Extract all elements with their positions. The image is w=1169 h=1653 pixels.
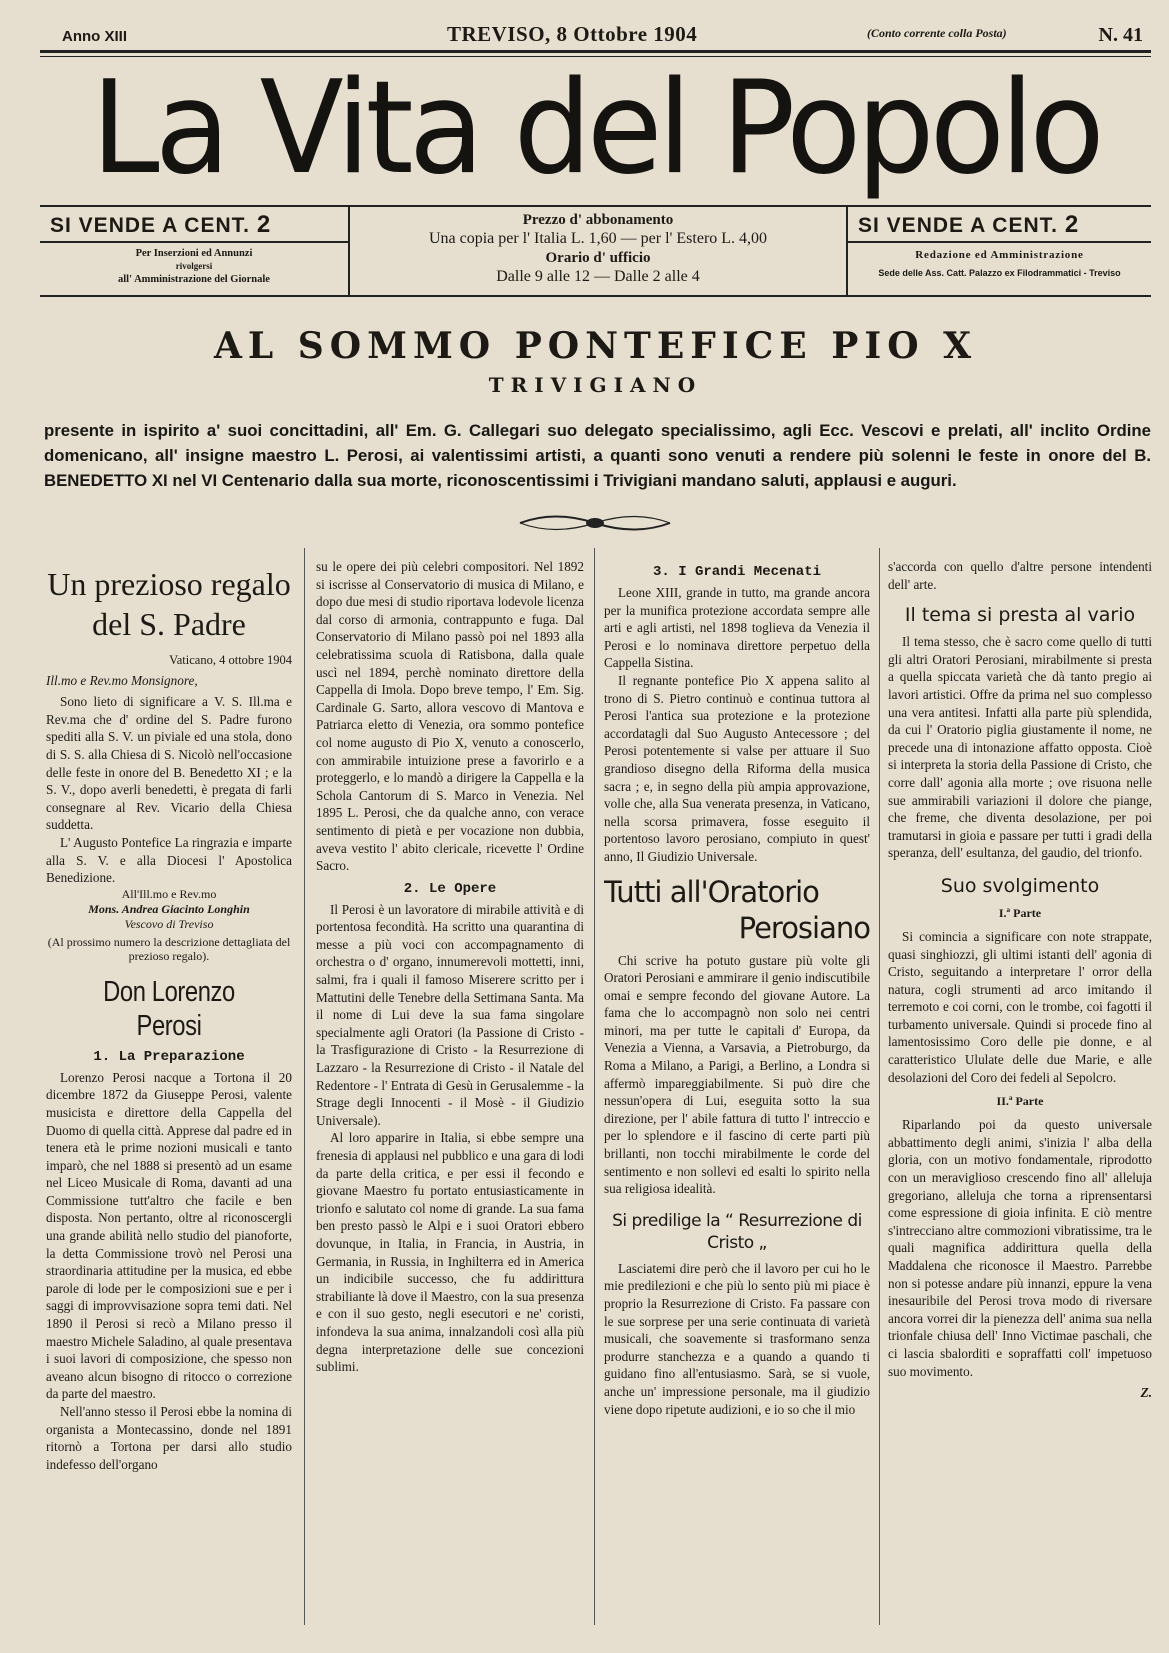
office-hours: Dalle 9 alle 12 — Dalle 2 alle 4: [496, 268, 700, 285]
postal-note: (Conto corrente colla Posta): [867, 26, 1007, 40]
article-paragraph: Lasciatemi dire però che il lavoro per cui ho le mie predilezioni e che più lo sento più mi piace è proprio la Resurrezione di Cristo. Fa passare con le sue sorprese per una serie continuata di varietà musicali, che soavemente si trasformano senza produrre stanchezza e a quando a quando ti guidano fino all'entusiasmo. Sarà, se si vuole, anche un' impressione personale, ma il giudizio viene dopo ripetute audizioni, e io so che il mio: [604, 1260, 870, 1417]
article-title-tutti-2: Perosiano: [738, 910, 870, 945]
section-heading: 2. Le Opere: [403, 880, 497, 897]
subheading-resurrezione: Si predilige la “ Resurrezione di Cristo „: [612, 1210, 862, 1253]
ads-info: [40, 243, 348, 286]
info-left: [40, 207, 350, 295]
column-4: [888, 558, 1152, 1625]
article-paragraph: Chi scrive ha potuto gustare più volte gli Oratori Perosiani e ammirare il genio indiscutibile omai e sempre fecondo del giovane Autore. La fama che lo accompagnò non solo nei centri minori, ma per tutte le capitali d' Europa, da Venezia a Vienna, a Varsavia, a Pietroburgo, da Roma a Milano, a Parigi, a Berlino, a Londra si affermò impareggiabilmente. Si può dire che nessun'opera di Lui, eseguita sotto la sua direzione, per l' abile fattura di tutto l' intreccio e per lo splendore e il fascino di certe parti più brillanti, non tocchi mirabilmente le corde del sentimento e non sollevi ed esalti lo spirito nella sua religiosa idealità.: [604, 952, 870, 1197]
letter-paragraph: Sono lieto di significare a V. S. Ill.ma e Rev.ma che d' ordine del S. Padre furono spediti alla S. V. un piviale ed una stola, dono di S. S. alla Chiesa di S. Nicolò nell'occasione delle feste in onore del B. Benedetto XI ; e la S. V., dopo averli benedetti, è pregata di farli consegnare al Rev. Vicario della Chiesa suddetta.: [46, 694, 292, 833]
ads-line-2: rivolgersi: [175, 261, 213, 271]
price-right-number: 2: [1064, 211, 1080, 238]
volume-year: Anno XIII: [62, 28, 127, 45]
part-heading: II.ª Parte: [996, 1094, 1044, 1109]
letter-salutation: Ill.mo e Rev.mo Monsignore,: [46, 672, 198, 688]
info-center: [350, 207, 848, 295]
column-rule-3: [879, 548, 880, 1625]
subscription-prices: Una copia per l' Italia L. 1,60 — per l' Estero L. 4,00: [428, 230, 768, 247]
article-paragraph: Leone XIII, grande in tutto, ma grande ancora per la munifica protezione accordata sempre alle arti e agli artisti, nel 1898 toglieva da Venezia il Perosi e lo nominava direttore perpetuo della Cappella Sistina.: [604, 585, 870, 671]
column-1: [46, 558, 292, 1625]
article-paragraph: Lorenzo Perosi nacque a Tortona il 20 dicembre 1872 da Giuseppe Perosi, valente musicista e direttore della Cappella del Duomo di quella città. Apprese dal padre ed in tenera età le prime nozioni musicali e tanto imparò, che nel 1888 si presentò ad un esame nel Liceo Musicale di Roma, davanti ad una Commissione tutt'altro che facile e ben disposta. Non pertanto, oltre al riconoscergli una grande abilità nello studio del pianoforte, la detta Commissione trovò nel Perosi una straordinaria attitudine per la musica, ed ebbe parole di lode per le composizioni sue e per i saggi di improvvisazione sopra temi dati. Nel 1890 il Perosi si recò a Milano presso il maestro Michele Saladino, al quale presentava i suoi lavori di composizione, che spesso non aveano alcun bisogno di ritocco o correzione da parte del maestro.: [46, 1069, 292, 1402]
price-left-number: 2: [256, 211, 272, 238]
column-rule-2: [594, 548, 595, 1625]
column-rule-1: [304, 548, 305, 1625]
office-hours-heading: Orario d' ufficio: [545, 250, 651, 266]
article-paragraph: Il Perosi è un lavoratore di mirabile attività e di portentosa fecondità. Ha scritto una quarantina di messe a più voci con accompagnamento di orchestra o d' organo, innumerevoli mottetti, inni, salmi, fra i quali il famoso Miserere scritto per i Mattutini delle Tenebre della Settimana Santa. Ma il nome di Lui deve la sua fama singolare specialmente agli Oratori (la Passione di Cristo - la Trasfigurazione di Cristo - la Resurrezione di Lazzaro - la Resurrezione di Cristo - il Natale del Redentore - l' Entrata di Gesù in Gerusalemme - la Strage degli Innocenti - il Mosè - il Giudizio Universale).: [316, 901, 584, 1128]
letter-date: Vaticano, 4 ottobre 1904: [169, 653, 292, 667]
subheading-svolgimento: Suo svolgimento: [940, 874, 1100, 897]
info-band: [40, 205, 1151, 297]
section-heading: 3. I Grandi Mecenati: [652, 564, 822, 580]
top-line: [62, 22, 1151, 46]
article-title-tutti: Tutti all'Oratorio: [604, 874, 819, 909]
article-paragraph: Nell'anno stesso il Perosi ebbe la nomina di organista a Montecassino, donde nel 1891 ritornò a Tortona per darsi allo studio indefesso dell'organo: [46, 1404, 292, 1472]
article-title-regalo: Un prezioso regalo del S. Padre: [47, 566, 291, 642]
article-paragraph: s'accorda con quello d'altre persone intendenti dell' arte.: [888, 559, 1152, 592]
letter-paragraph: L' Augusto Pontefice La ringrazia e imparte alla S. V. e alla Diocesi l' Apostolica Benedizione.: [46, 834, 292, 886]
editorial-address: Sede delle Ass. Catt. Palazzo ex Filodrammatici - Treviso: [878, 268, 1121, 278]
dedication-text: presente in ispirito a' suoi concittadini, all' Em. G. Callegari suo delegato specialissimo, agli Ecc. Vescovi e prelati, all' inclito Ordine domenicano, all' insigne maestro L. Perosi, ai valentissimi artisti, a quanti sono venuti a rendere più solenni le feste in onore del B. BENEDETTO XI nel VI Centenario dalla sua morte, riconoscentissimi i Trivigiani mandano saluti, applausi e auguri.: [44, 421, 1151, 490]
section-heading: 1. La Preparazione: [93, 1048, 245, 1065]
price-right: [848, 207, 1151, 243]
article-title-perosi: Don Lorenzo Perosi: [103, 975, 235, 1042]
price-left-text: SI VENDE A CENT.: [50, 214, 250, 237]
subscription-heading: Prezzo d' abbonamento: [522, 212, 674, 228]
addressee-line: Vescovo di Treviso: [124, 916, 214, 931]
ads-line-3: all' Amministrazione del Giornale: [118, 274, 270, 285]
ads-line-1: Per Inserzioni ed Annunzi: [135, 248, 253, 259]
next-issue-note: (Al prossimo numero la descrizione dettagliata del prezioso regalo).: [47, 934, 291, 963]
column-3: [604, 558, 870, 1625]
article-paragraph: Si comincia a significare con note strappate, quasi singhiozzi, gli ultimi istanti dell' agonia di Cristo, seguitando a interpretare l' orror della natura, cogli strumenti ad arco imitando il terremoto e coi corni, con le trombe, coi fagotti il turbamento universale. Quindi si procede fino al lamentosissimo Coro delle pie donne, e al caratteristico Ululate delle due Marie, e alle desolazioni del Coro dei fedeli al Sepolcro.: [888, 928, 1152, 1085]
article-paragraph: Il tema stesso, che è sacro come quello di tutti gli altri Oratori Perosiani, mirabilmente si presta a quella spiccata varietà che dà tanto pregio ai lavori artistici. Offre da prima nel suo complesso una vera antitesi. Infatti alla parte più splendida, da cui l' Oratorio piglia giustamente il nome, ne precede una di intonazione affatto opposta. Cioè si interpreta la storia della Passione di Cristo, che corre dall' agonia alla morte ; ove risuona nelle sue ammirabili variazioni il dolore che piange, che freme, che diventa desolazione, per poi tramutarsi in gioia e passare per tutti i gradi della speranza, dell' esultanza, del gaudio, del trionfo.: [888, 634, 1152, 861]
author-signature: Z.: [1140, 1385, 1152, 1401]
addressee-line: All'Ill.mo e Rev.mo: [121, 886, 217, 901]
headline-main: AL SOMMO PONTEFICE PIO X: [213, 325, 978, 367]
column-2: [316, 558, 584, 1625]
subheading-tema: Il tema si presta al vario: [904, 604, 1136, 627]
info-right: [848, 207, 1151, 295]
part-heading: I.ª Parte: [998, 905, 1042, 920]
issue-number: N. 41: [1098, 24, 1143, 46]
addressee-line: Mons. Andrea Giacinto Longhin: [88, 901, 250, 916]
article-paragraph: su le opere dei più celebri compositori. Nel 1892 si iscrisse al Conservatorio di musica di Milano, e dopo due mesi di studio riportava lodevole licenza dal corso di armonia, contrappunto e fuga. Dal Conservatorio di Milano passò poi nel 1893 alla celebratissima scuola di Ratisbona, dalla quale uscì nel 1894, perchè nominato direttore della Cappella di Imola. Dopo breve tempo, l' Em. Sig. Cardinale G. Sarto, allora vescovo di Mantova e Patriarca eletto di Venezia, ora sommo pontefice col nome augusto di Pio X, venuto a conoscerlo, con ammirabile intuizione prese a favorirlo e a proteggerlo, e lo mandò a dirigere la Cappella e la Schola Cantorum di S. Marco in Venezia. Nel 1895 L. Perosi, che da qualche anno, con verace sentimento di pietà e per vocazione non dubbia, aveva vestito l' abito clericale, ricevette l' Ordine Sacro.: [316, 559, 584, 874]
headline-sub: TRIVIGIANO: [488, 373, 703, 397]
ornament-icon: [515, 508, 675, 538]
price-left: [40, 207, 348, 243]
editorial-office: Redazione ed Amministrazione: [915, 249, 1084, 261]
article-paragraph: Il regnante pontefice Pio X appena salito al trono di S. Pietro continuò e continua tuttora al Perosi l'antica sua protezione e la protezione accordatagli dal Suo Augusto Antecessore ; del Perosi potentemente si valse per attuare il Suo grandioso disegno della Riforma della musica sacra ; e, in segno della più ampia approvazione, volle che, alla Sua venerata presenza, in Vaticano, nella scorsa primavera, fosse eseguito il portentoso lavoro perosiano, compiuto in quest' anno, Il Giudizio Universale.: [604, 672, 870, 864]
price-right-text: SI VENDE A CENT.: [858, 214, 1058, 237]
article-paragraph: Riparlando poi da questo universale abbattimento degli animi, s'inizia l' alba della gloria, con un motivo fondamentale, riprodotto con un meraviglioso crescendo fino all' alleluja gregoriano, alleluja che torna a riprensentarsi come espressione di gioia infinita. E ciò mentre s'intrecciano altre commozioni vibratissime, tra le quali magnifica addirittura quella della Maddalena che riconosce il Maestro. Parrebbe non si potesse andare più innanzi, eppure la vena inesauribile del Perosi trova modo di riversare ancora vorrei dir la pienezza dell' anima sua nella trionfale chiusa dell' Inno Victimae paschali, che ci lascia sbalorditi e sopraffatti coll' impetuoso suo movimento.: [888, 1117, 1152, 1379]
article-paragraph: Al loro apparire in Italia, si ebbe sempre una frenesia di applausi nel pubblico e una gara di lodi da parte della critica, e per essi il fecondo e giovane Maestro fu portato entusiasticamente in trionfo e salutato col nome di grande. La sua fama ben presto passò le Alpi e i suoi Oratori ebbero dovunque, in Italia, in Francia, in Austria, in Germania, in Russia, in Inghilterra ed in America un indicibile successo, che fu addirittura strabiliante là dove il Maestro, con la sua presenza e con il suo gesto, negli esecutori e ne' coristi, infondeva la sua anima, innalzandoli così alla più degna interpretazione delle sue concezioni sublimi.: [316, 1130, 584, 1375]
letter-addressee: [46, 887, 292, 932]
masthead-title: La Vita del Popolo: [91, 54, 1100, 203]
issue-date: TREVISO, 8 Ottobre 1904: [447, 22, 698, 46]
